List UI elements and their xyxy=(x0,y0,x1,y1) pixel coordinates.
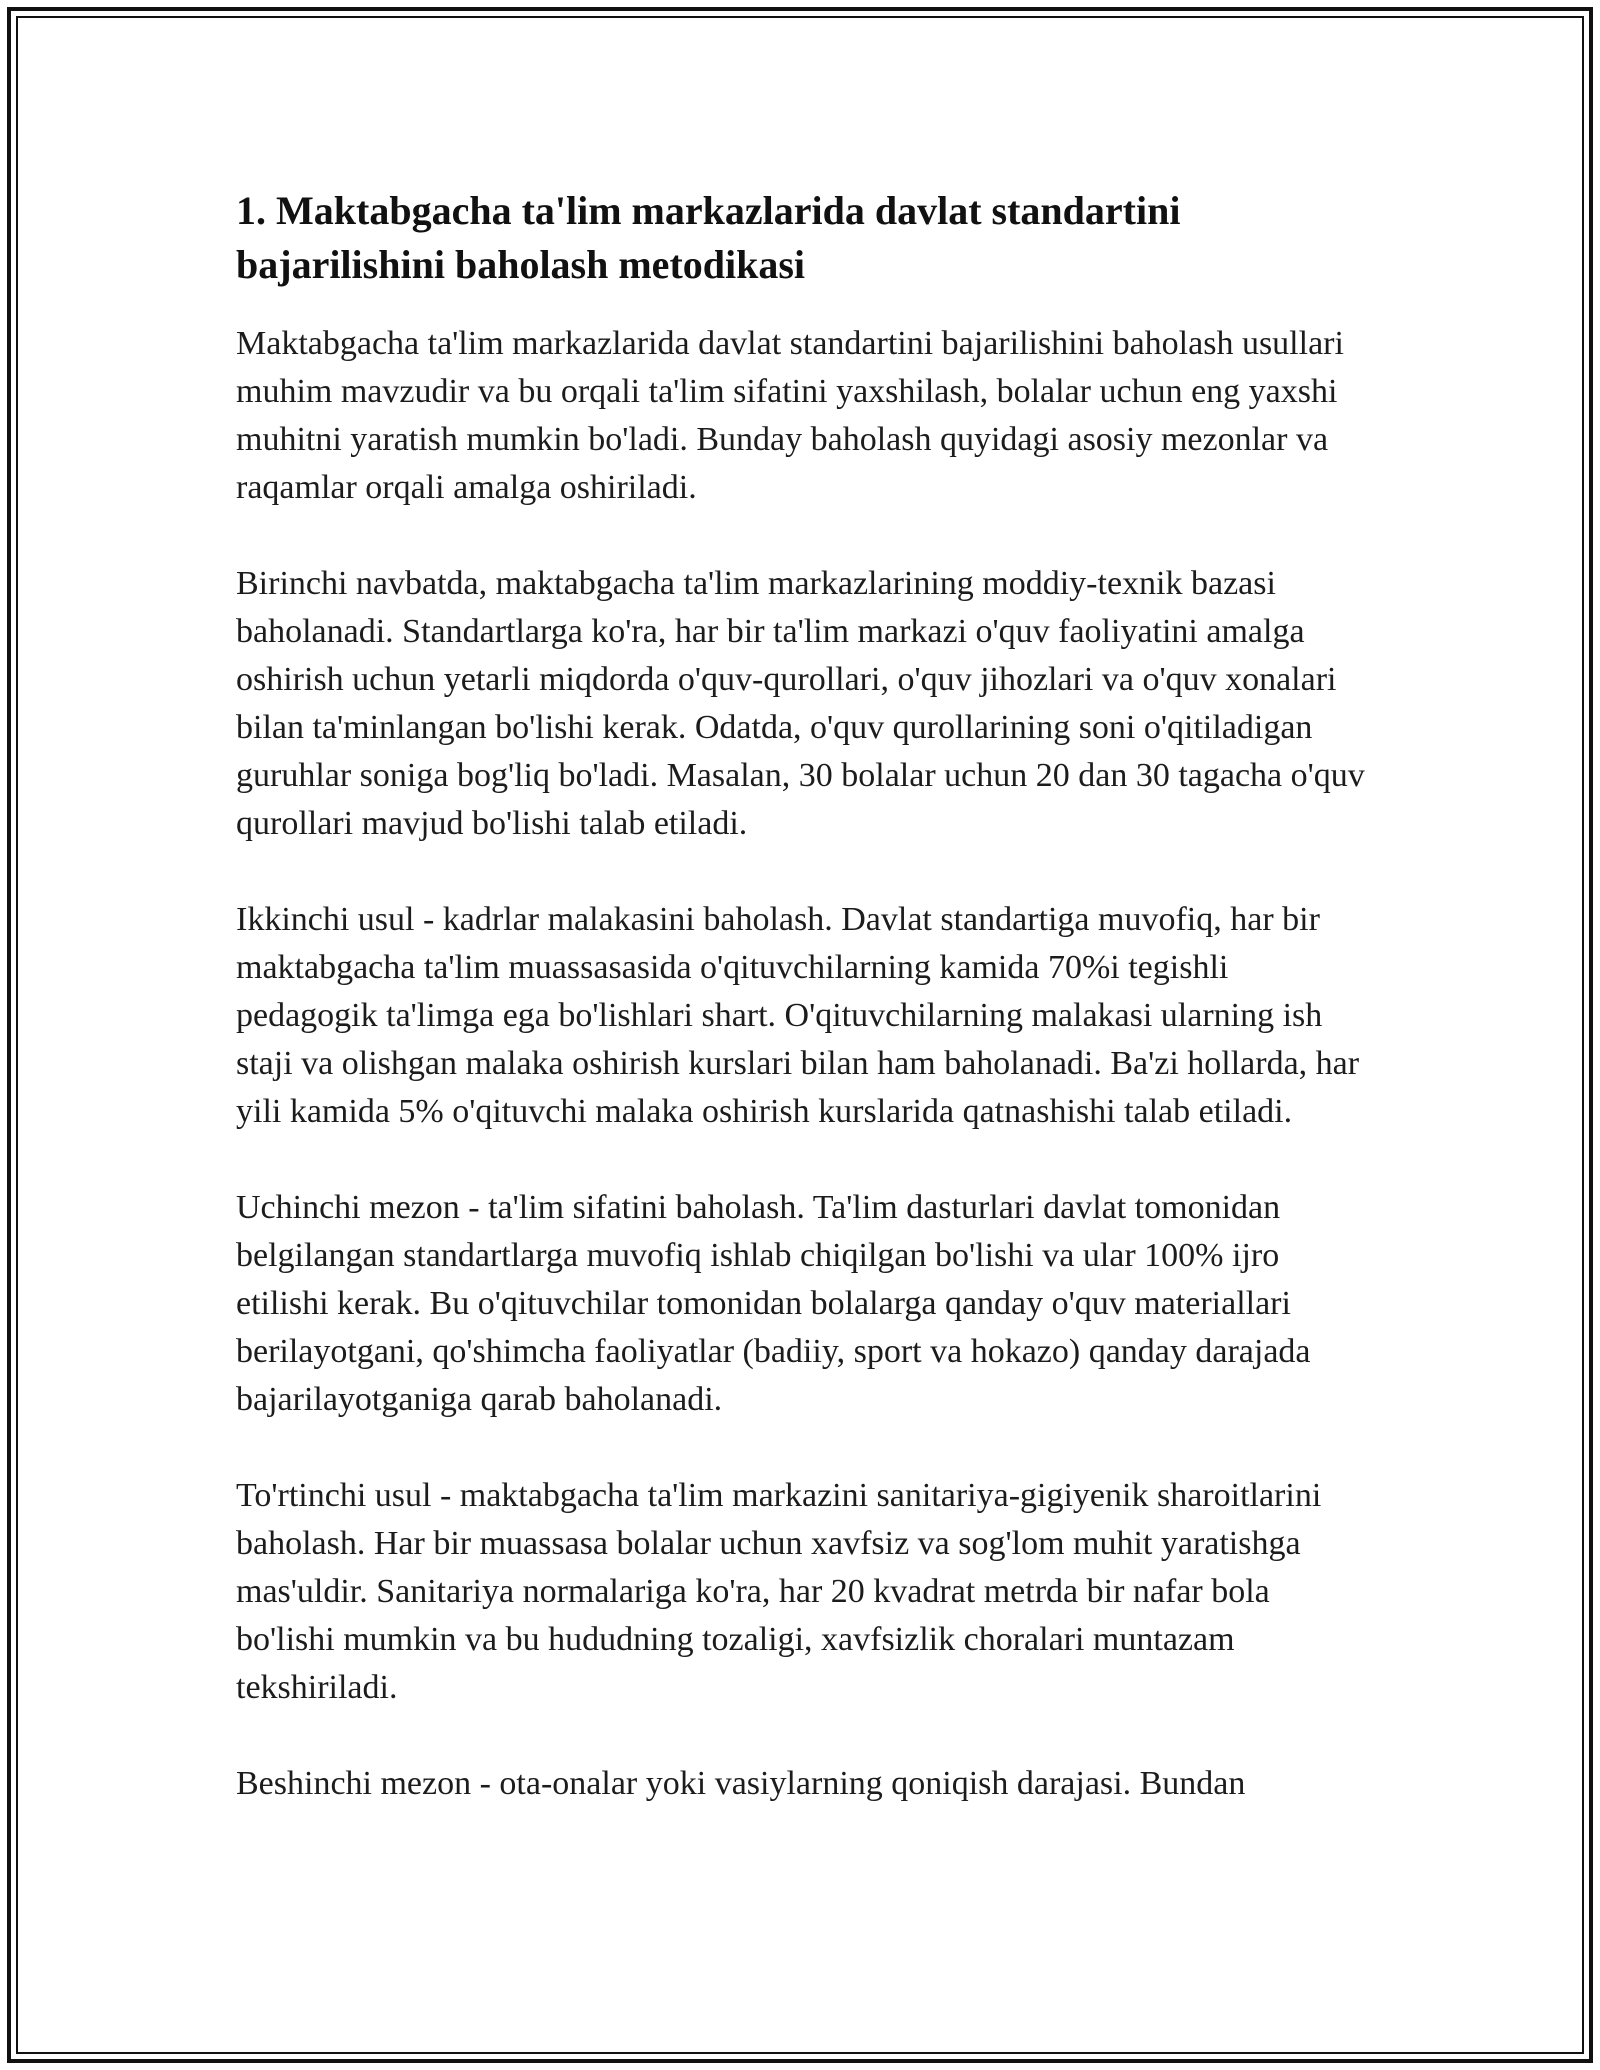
section-heading-line2: bajarilishini baholash metodikasi xyxy=(236,242,806,287)
section-heading xyxy=(236,184,1376,292)
document-body xyxy=(236,184,1376,1808)
paragraph-parent-satisfaction: Beshinchi mezon - ota-onalar yoki vasiylarning qoniqish darajasi. Bundan xyxy=(236,1765,1246,1802)
paragraph-sanitary-conditions: To'rtinchi usul - maktabgacha ta'lim markazini sanitariya-gigiyenik sharoitlarini baholash. Har bir muassasa bolalar uchun xavfsiz va sog'lom muhit yaratishga mas'uldir. Sanitariya normalariga ko'ra, har 20 kvadrat metrda bir nafar bola bo'lishi mumkin va bu hududning tozaligi, xavfsizlik choralari muntazam tekshiriladi. xyxy=(236,1477,1322,1706)
paragraph-education-quality: Uchinchi mezon - ta'lim sifatini baholash. Ta'lim dasturlari davlat tomonidan belgilangan standartlarga muvofiq ishlab chiqilgan bo'lishi va ular 100% ijro etilishi kerak. Bu o'qituvchilar tomonidan bolalarga qanday o'quv materiallari berilayotgani, qo'shimcha faoliyatlar (badiiy, sport va hokazo) qanday darajada bajarilayotganiga qarab baholanadi. xyxy=(236,1189,1311,1418)
paragraph-staff-qualification: Ikkinchi usul - kadrlar malakasini baholash. Davlat standartiga muvofiq, har bir maktabgacha ta'lim muassasasida o'qituvchilarning kamida 70%i tegishli pedagogik ta'limga ega bo'lishlari shart. O'qituvchilarning malakasi ularning ish staji va olishgan malaka oshirish kurslari bilan ham baholanadi. Ba'zi hollarda, har yili kamida 5% o'qituvchi malaka oshirish kurslarida qatnashishi talab etiladi. xyxy=(236,901,1360,1130)
paragraph-material-base: Birinchi navbatda, maktabgacha ta'lim markazlarining moddiy-texnik bazasi baholanadi. Standartlarga ko'ra, har bir ta'lim markazi o'quv faoliyatini amalga oshirish uchun yetarli miqdorda o'quv-qurollari, o'quv jihozlari va o'quv xonalari bilan ta'minlangan bo'lishi kerak. Odatda, o'quv qurollarining soni o'qitiladigan guruhlar soniga bog'liq bo'ladi. Masalan, 30 bolalar uchun 20 dan 30 tagacha o'quv qurollari mavjud bo'lishi talab etiladi. xyxy=(236,565,1365,842)
paragraph-intro: Maktabgacha ta'lim markazlarida davlat standartini bajarilishini baholash usullari muhim mavzudir va bu orqali ta'lim sifatini yaxshilash, bolalar uchun eng yaxshi muhitni yaratish mumkin bo'ladi. Bunday baholash quyidagi asosiy mezonlar va raqamlar orqali amalga oshiriladi. xyxy=(236,325,1344,506)
section-heading-line1: 1. Maktabgacha ta'lim markazlarida davlat standartini xyxy=(236,188,1181,233)
